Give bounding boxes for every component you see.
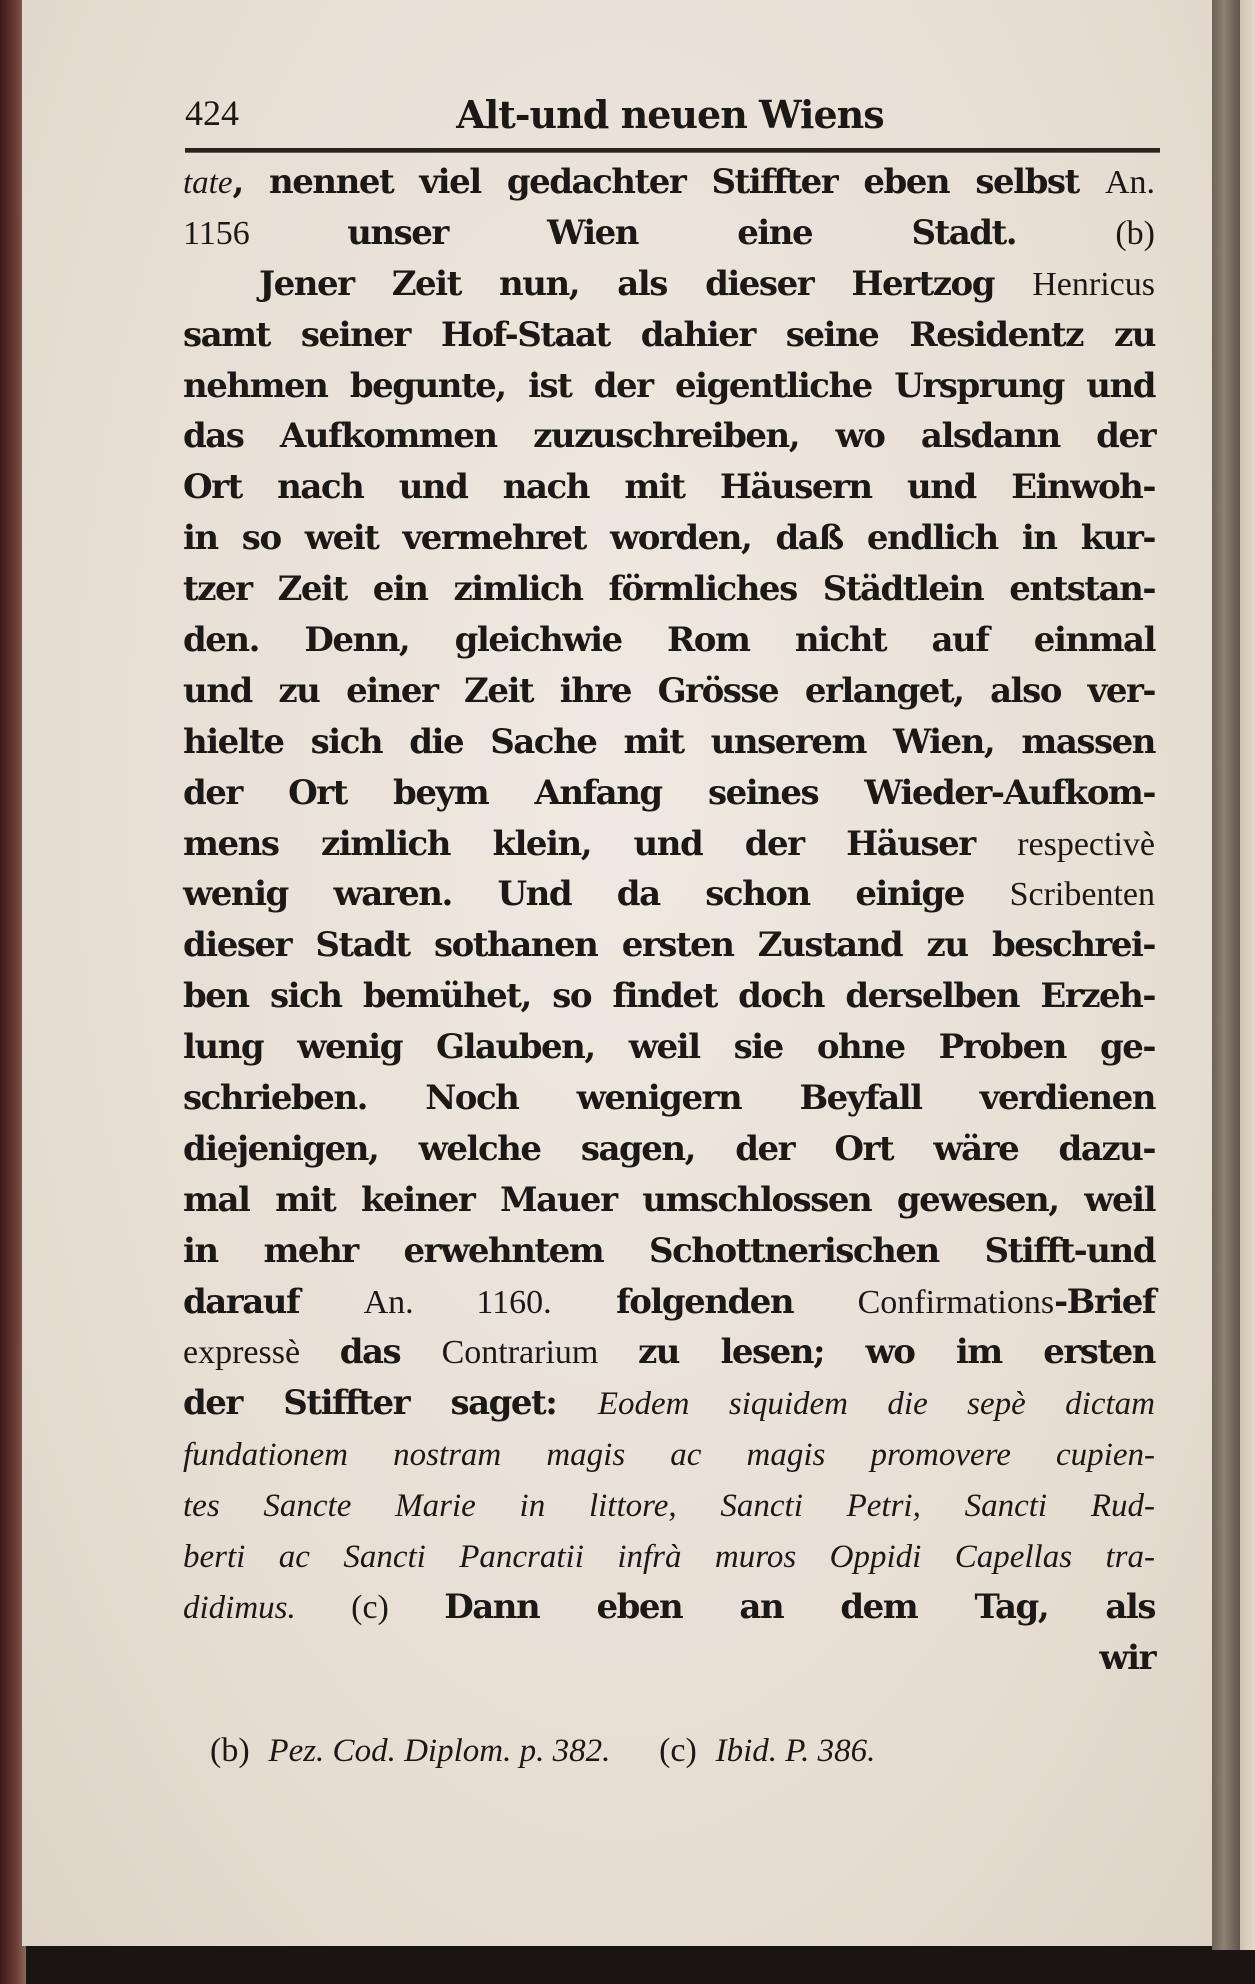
text-segment: berti ac Sancti Pancratii infrà muros Oppidi Capellas tra- bbox=[183, 1539, 1155, 1576]
text-segment: in so weit vermehret worden, daß endlich in kur- bbox=[183, 518, 1155, 559]
text-segment: , nennet viel gedachter Stiffter eben selbst bbox=[232, 162, 1105, 202]
text-segment: tes Sancte Marie in littore, Sancti Petri, Sancti Rud- bbox=[183, 1488, 1155, 1525]
text-segment: dieser Stadt sothanen ersten Zustand zu beschrei- bbox=[183, 925, 1155, 966]
text-segment: tzer Zeit ein zimlich förmliches Städtlein entstan- bbox=[183, 569, 1155, 610]
footnotes bbox=[210, 1730, 885, 1770]
text-segment: Dann eben an dem Tag, als bbox=[444, 1586, 1155, 1627]
text-line bbox=[183, 259, 1155, 310]
body-text bbox=[183, 157, 1155, 1684]
text-line bbox=[183, 1582, 1155, 1633]
text-segment: expressè bbox=[183, 1334, 340, 1372]
text-line bbox=[183, 666, 1155, 717]
text-segment: darauf bbox=[183, 1281, 364, 1322]
text-segment: der Ort beym Anfang seines Wieder-Aufkom- bbox=[183, 772, 1155, 813]
text-segment: hielte sich die Sache mit unserem Wien, massen bbox=[183, 721, 1155, 762]
text-line bbox=[183, 1175, 1155, 1226]
text-line bbox=[183, 1633, 1155, 1684]
text-segment: Ort nach und nach mit Häusern und Einwoh- bbox=[183, 467, 1155, 508]
text-line bbox=[183, 971, 1155, 1022]
text-segment: respectivè bbox=[1017, 825, 1155, 863]
text-segment: wenig waren. Und da schon einige bbox=[183, 874, 1010, 915]
text-segment: das bbox=[339, 1332, 442, 1373]
text-segment: didimus. bbox=[183, 1589, 296, 1626]
text-line bbox=[183, 411, 1155, 462]
text-line bbox=[183, 1226, 1155, 1277]
text-line bbox=[183, 1480, 1155, 1531]
text-segment: samt seiner Hof-Staat dahier seine Residentz zu bbox=[183, 314, 1155, 355]
footnote-b-text: Pez. Cod. Diplom. p. 382. bbox=[268, 1733, 611, 1769]
page-edges bbox=[1240, 0, 1255, 1950]
text-segment: nehmen begunte, ist der eigentliche Ursprung und bbox=[183, 365, 1155, 406]
text-segment: unser Wien eine Stadt. bbox=[347, 212, 1116, 253]
text-segment: (c) bbox=[295, 1588, 445, 1626]
text-segment: 1156 bbox=[183, 214, 348, 252]
text-line bbox=[183, 1022, 1155, 1073]
page-number: 424 bbox=[185, 93, 239, 133]
header-rule bbox=[185, 148, 1160, 153]
text-line bbox=[183, 819, 1155, 870]
text-line bbox=[183, 513, 1155, 564]
text-segment: schrieben. Noch wenigern Beyfall verdienen bbox=[183, 1078, 1155, 1119]
text-segment: diejenigen, welche sagen, der Ort wäre dazu- bbox=[183, 1128, 1155, 1169]
text-segment: Confirmations bbox=[857, 1283, 1055, 1321]
text-line bbox=[183, 615, 1155, 666]
text-segment: und zu einer Zeit ihre Grösse erlanget, also ver- bbox=[183, 670, 1155, 711]
running-title: Alt-und neuen Wiens bbox=[456, 92, 884, 137]
text-segment: fundationem nostram magis ac magis promovere cupien- bbox=[183, 1437, 1155, 1474]
text-segment: lung wenig Glauben, weil sie ohne Proben ge- bbox=[183, 1027, 1155, 1068]
text-segment: tate bbox=[183, 165, 233, 201]
text-line bbox=[183, 1531, 1155, 1582]
text-segment: Jener Zeit nun, als dieser Hertzog bbox=[259, 263, 1033, 304]
text-segment: zu lesen; wo im ersten bbox=[637, 1332, 1155, 1373]
text-segment: An. 1160. bbox=[363, 1283, 552, 1321]
page-header bbox=[185, 92, 1155, 142]
text-segment: Scribenten bbox=[1009, 876, 1155, 914]
text-segment: ben sich bemühet, so findet doch derselben Erzeh- bbox=[183, 976, 1155, 1017]
text-line bbox=[183, 1277, 1155, 1328]
text-segment: den. Denn, gleichwie Rom nicht auf einmal bbox=[183, 620, 1155, 661]
footnote-c-text: Ibid. P. 386. bbox=[715, 1733, 876, 1769]
footnote-b-mark: (b) bbox=[210, 1732, 250, 1769]
text-line bbox=[183, 768, 1155, 819]
text-line bbox=[183, 1429, 1155, 1480]
text-segment: Henricus bbox=[1032, 265, 1155, 303]
text-segment: in mehr erwehntem Schottnerischen Stifft-und bbox=[183, 1230, 1155, 1271]
text-line bbox=[183, 1378, 1155, 1429]
text-segment: mens zimlich klein, und der Häuser bbox=[183, 823, 1018, 864]
text-line bbox=[183, 717, 1155, 768]
text-line bbox=[183, 920, 1155, 971]
text-line bbox=[183, 157, 1155, 208]
text-line bbox=[183, 869, 1155, 920]
text-segment: An. bbox=[1104, 164, 1155, 201]
footnote-c-mark: (c) bbox=[659, 1732, 697, 1769]
text-line bbox=[183, 310, 1155, 361]
text-line bbox=[183, 208, 1155, 259]
text-line bbox=[183, 1124, 1155, 1175]
text-segment: Eodem siquidem die sepè dictam bbox=[597, 1386, 1155, 1423]
gutter-shadow bbox=[1212, 0, 1242, 1950]
text-segment: (b) bbox=[1115, 214, 1155, 252]
text-segment: Contrarium bbox=[441, 1334, 638, 1372]
text-segment: -Brief bbox=[1054, 1281, 1155, 1322]
text-line bbox=[183, 1073, 1155, 1124]
text-segment: wir bbox=[1099, 1637, 1155, 1678]
text-segment: das Aufkommen zuzuschreiben, wo alsdann der bbox=[183, 416, 1155, 457]
text-line bbox=[183, 1327, 1155, 1378]
text-segment: folgenden bbox=[551, 1281, 858, 1322]
text-line bbox=[183, 361, 1155, 412]
text-line bbox=[183, 462, 1155, 513]
text-segment: mal mit keiner Mauer umschlossen gewesen, weil bbox=[183, 1179, 1155, 1220]
text-line bbox=[183, 564, 1155, 615]
text-segment: der Stiffter saget: bbox=[183, 1383, 598, 1424]
